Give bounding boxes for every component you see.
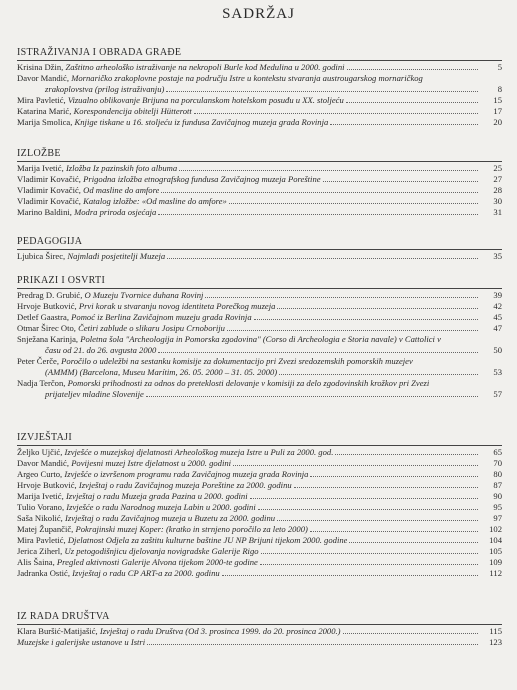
leader-dots [166,91,478,92]
entry-author: Detlef Gaastra, [17,312,70,322]
entry-author: Vladimir Kovačić, [17,174,81,184]
page-number: 80 [493,469,502,479]
leader-dots [146,396,478,397]
toc-entry [17,334,502,356]
page-number: 57 [493,389,502,399]
page-number: 25 [493,163,502,173]
entry-author: Vladimir Kovačić, [17,196,81,206]
entry-title: Knjige tiskane u 16. stoljeću iz fundusa Zavičajnog muzeja grada Rovinja [74,117,329,127]
entry-author: Mira Pavletić, [17,535,66,545]
entry-author: Marija Ivetić, [17,491,64,501]
leader-dots [277,520,478,521]
entry-title: Izvještaj o radu Muzeja grada Pazina u 2000. godini [65,491,248,501]
toc-entry [17,174,502,185]
page-number: 17 [493,106,502,116]
page-number: 102 [489,524,502,534]
toc-entry [17,323,502,334]
leader-dots [323,181,478,182]
leader-dots [279,374,478,375]
entry-title: Izvještaj o radu CP ART-a za 2000. godinu [72,568,220,578]
leader-dots [205,297,478,298]
page-number: 109 [489,557,502,567]
entry-author: Otmar Širec Oto, [17,323,76,333]
toc-entry [17,524,502,535]
toc-entry [17,185,502,196]
toc-section [17,148,502,218]
entry-title: Izvješće o izvršenom programu rada Zavičajnog muzeja grada Rovinja [64,469,309,479]
page-number: 5 [497,62,502,72]
leader-dots [161,192,478,193]
page-number: 97 [493,513,502,523]
page-number: 39 [493,290,502,300]
toc-entry [17,557,502,568]
page-number: 90 [493,491,502,501]
page-number: 20 [493,117,502,127]
toc-entry [17,196,502,207]
entry-author: Marija Smolica, [17,117,73,127]
entry-author: Argeo Curto, [17,469,63,479]
page-number: 8 [497,84,502,94]
leader-dots [335,454,478,455]
leader-dots [147,644,478,645]
toc-entry [17,502,502,513]
page-number: 105 [489,546,502,556]
entry-title: Vizualno oblikovanje Brijuna na porculanskom hotelskom posuđu u XX. stoljeću [67,95,344,105]
leader-dots [277,308,478,309]
entry-author: Nadja Terčon, [17,378,66,388]
leader-dots [343,633,478,634]
entry-title: Katalog izložbe: «Od masline do amfore» [83,196,227,206]
toc-entry [17,95,502,106]
page-number: 65 [493,447,502,457]
entry-author: Matej Župančič, [17,524,74,534]
toc-section [17,432,502,579]
toc-entry [17,637,502,648]
entry-title-continued: zrakoplovstva (prilog istraživanju) [45,84,165,94]
entry-title: Korespondencija obitelji Hütterott [73,106,192,116]
entry-title: O Muzeju Tvornice duhana Rovinj [84,290,204,300]
entry-author: Snježana Karinja, [17,334,79,344]
page-number: 53 [493,367,502,377]
entry-title: Prigodna izložba etnografskog fundusa Zavičajnog muzeja Poreštine [83,174,321,184]
leader-dots [260,564,478,565]
toc-entry [17,480,502,491]
leader-dots [330,124,478,125]
page-number: 115 [489,626,502,636]
toc-entry [17,207,502,218]
entry-author: Peter Čerče, [17,356,59,366]
entry-author: Hrvoje Butković, [17,301,77,311]
page-number: 31 [493,207,502,217]
toc-entry [17,356,502,378]
entry-title: Pokrajinski muzej Koper: (kratko in strnjeno poročilo za leto 2000) [75,524,308,534]
page-number: 104 [489,535,502,545]
entry-author: Marija Ivetić, [17,163,64,173]
section-heading: IZVJEŠTAJI [17,432,502,446]
entry-author: Hrvoje Butković, [17,480,77,490]
entry-title-continued: prijateljev mladine Slovenije [45,389,144,399]
toc-entry [17,106,502,117]
page-number: 28 [493,185,502,195]
entry-author: Davor Mandić, [17,458,70,468]
entry-title: Poletna šola "Archeologija in Pomorska zgodovina" (Corso di Archeologia e Storia navale) v Cattolici v [80,334,441,344]
leader-dots [250,498,478,499]
entry-author: Vladimir Kovačić, [17,185,81,195]
entry-title: Pomorski prihodnosti za odnos do preteklosti delovanje v komisiji za delo zgodovinskih krožkov pri Zvezi [67,378,430,388]
entry-title: Izvješće o radu Narodnog muzeja Labin u 2000. godini [66,502,256,512]
entry-author: Krisina Džin, [17,62,64,72]
page-number: 95 [493,502,502,512]
leader-dots [158,214,478,215]
toc-entry [17,458,502,469]
toc-entry [17,163,502,174]
entry-title: Od masline do amfore [83,185,160,195]
toc-entry [17,290,502,301]
leader-dots [349,542,478,543]
toc-entry [17,117,502,128]
leader-dots [167,258,478,259]
entry-author: Klara Buršić-Matijašić, [17,626,98,636]
toc-entry [17,73,502,95]
entry-title: Djelatnost Odjela za zaštitu kulturne baštine JU NP Brijuni tijekom 2000. godine [67,535,348,545]
leader-dots [158,352,478,353]
toc-entry [17,513,502,524]
leader-dots [222,575,478,576]
entry-title-continued: času od 21. do 26. avgusta 2000 [45,345,157,355]
entry-author: Ljubica Širec, [17,251,66,261]
page-number: 87 [493,480,502,490]
entry-author: Tulio Vorano, [17,502,65,512]
entry-author: Marino Baldini, [17,207,72,217]
entry-title: Pregled aktivnosti Galerije Alvona tijekom 2000-te godine [56,557,258,567]
leader-dots [258,509,478,510]
page-number: 27 [493,174,502,184]
entry-title: Izvještaj o radu Zavičajnog muzeja Poreštine za 2000. godinu [78,480,292,490]
entry-author: Saša Nikolić, [17,513,63,523]
page-number: 50 [493,345,502,355]
section-heading: IZ RADA DRUŠTVA [17,611,502,625]
toc-entry [17,447,502,458]
entry-title: Modra priroda osjećaja [74,207,157,217]
leader-dots [310,476,478,477]
page-number: 47 [493,323,502,333]
leader-dots [346,102,478,103]
page-number: 70 [493,458,502,468]
toc-section [17,611,502,648]
entry-title: Pomoć iz Berlina Zavičajnom muzeju grada Rovinja [71,312,252,322]
toc-entry [17,251,502,262]
toc-section [17,47,502,128]
leader-dots [310,531,478,532]
entry-author: Jadranka Ostić, [17,568,70,578]
leader-dots [294,487,478,488]
toc-entry [17,469,502,480]
section-heading: PRIKAZI I OSVRTI [17,275,502,289]
entry-author: Alis Šaina, [17,557,55,567]
entry-title: Izvješće o muzejskoj djelatnosti Arheološkog muzeja Istre u Puli za 2000. god. [64,447,334,457]
leader-dots [229,203,478,204]
section-heading: IZLOŽBE [17,148,502,162]
page-number: 123 [489,637,502,647]
toc-entry [17,491,502,502]
entry-title: Izložba Iz pazinskih foto albuma [65,163,178,173]
page-number: 15 [493,95,502,105]
leader-dots [227,330,478,331]
entry-title: Prvi korak u stvaranju novog identiteta Porečkog muzeja [78,301,276,311]
entry-title: Zaštitno arheološko istraživanje na nekropoli Burle kod Medulina u 2000. godini [65,62,345,72]
page-number: 35 [493,251,502,261]
leader-dots [233,465,478,466]
leader-dots [347,69,478,70]
toc-entry [17,378,502,400]
entry-title: Poročilo o udeležbi na sestanku komisije za dokumentacijo pri Zvezi sredozemskih pomorskih muzejev [61,356,413,366]
toc-entry [17,301,502,312]
entry-title: Mornaričko zrakoplovne postaje na području Istre u kontekstu stvaranja austrougarskog mornaričkog [71,73,423,83]
entry-title: Izvještaj o radu Zavičajnog muzeja u Buzetu za 2000. godinu [64,513,276,523]
page-number: 45 [493,312,502,322]
page-number: 30 [493,196,502,206]
entry-title: Izvještaj o radu Društva (Od 3. prosinca 1999. do 20. prosinca 2000.) [99,626,341,636]
toc-section [17,275,502,400]
entry-title: Muzejske i galerijske ustanove u Istri [17,637,146,647]
toc-entry [17,626,502,637]
entry-title: Četiri zablude o slikaru Josipu Crnoboriju [78,323,225,333]
toc-entry [17,568,502,579]
toc-section [17,236,502,262]
leader-dots [194,113,478,114]
entry-title: Povijesni muzej Istre djelatnost u 2000. godini [71,458,232,468]
entry-title: Uz petogodišnjicu djelovanja novigradske Galerije Rigo [64,546,259,556]
entry-author: Željko Ujčić, [17,447,63,457]
section-heading: PEDAGOGIJA [17,236,502,250]
toc-entry [17,535,502,546]
leader-dots [261,553,478,554]
toc-entry [17,312,502,323]
entry-author: Katarina Marić, [17,106,72,116]
section-heading: ISTRAŽIVANJA I OBRADA GRAĐE [17,47,502,61]
entry-author: Jerica Ziherl, [17,546,63,556]
entry-author: Davor Mandić, [17,73,70,83]
page-number: 42 [493,301,502,311]
toc-entry [17,62,502,73]
leader-dots [179,170,478,171]
entry-author: Predrag D. Grubić, [17,290,83,300]
toc-entry [17,546,502,557]
page-number: 112 [489,568,502,578]
leader-dots [254,319,478,320]
entry-author: Mira Pavletić, [17,95,66,105]
entry-title: Najmlađi posjetitelji Muzeja [67,251,166,261]
page-title: SADRŽAJ [222,6,295,22]
entry-title-continued: (AMMM) (Barcelona, Museu Marítim, 26. 05. 2000 – 31. 05. 2000) [45,367,278,377]
